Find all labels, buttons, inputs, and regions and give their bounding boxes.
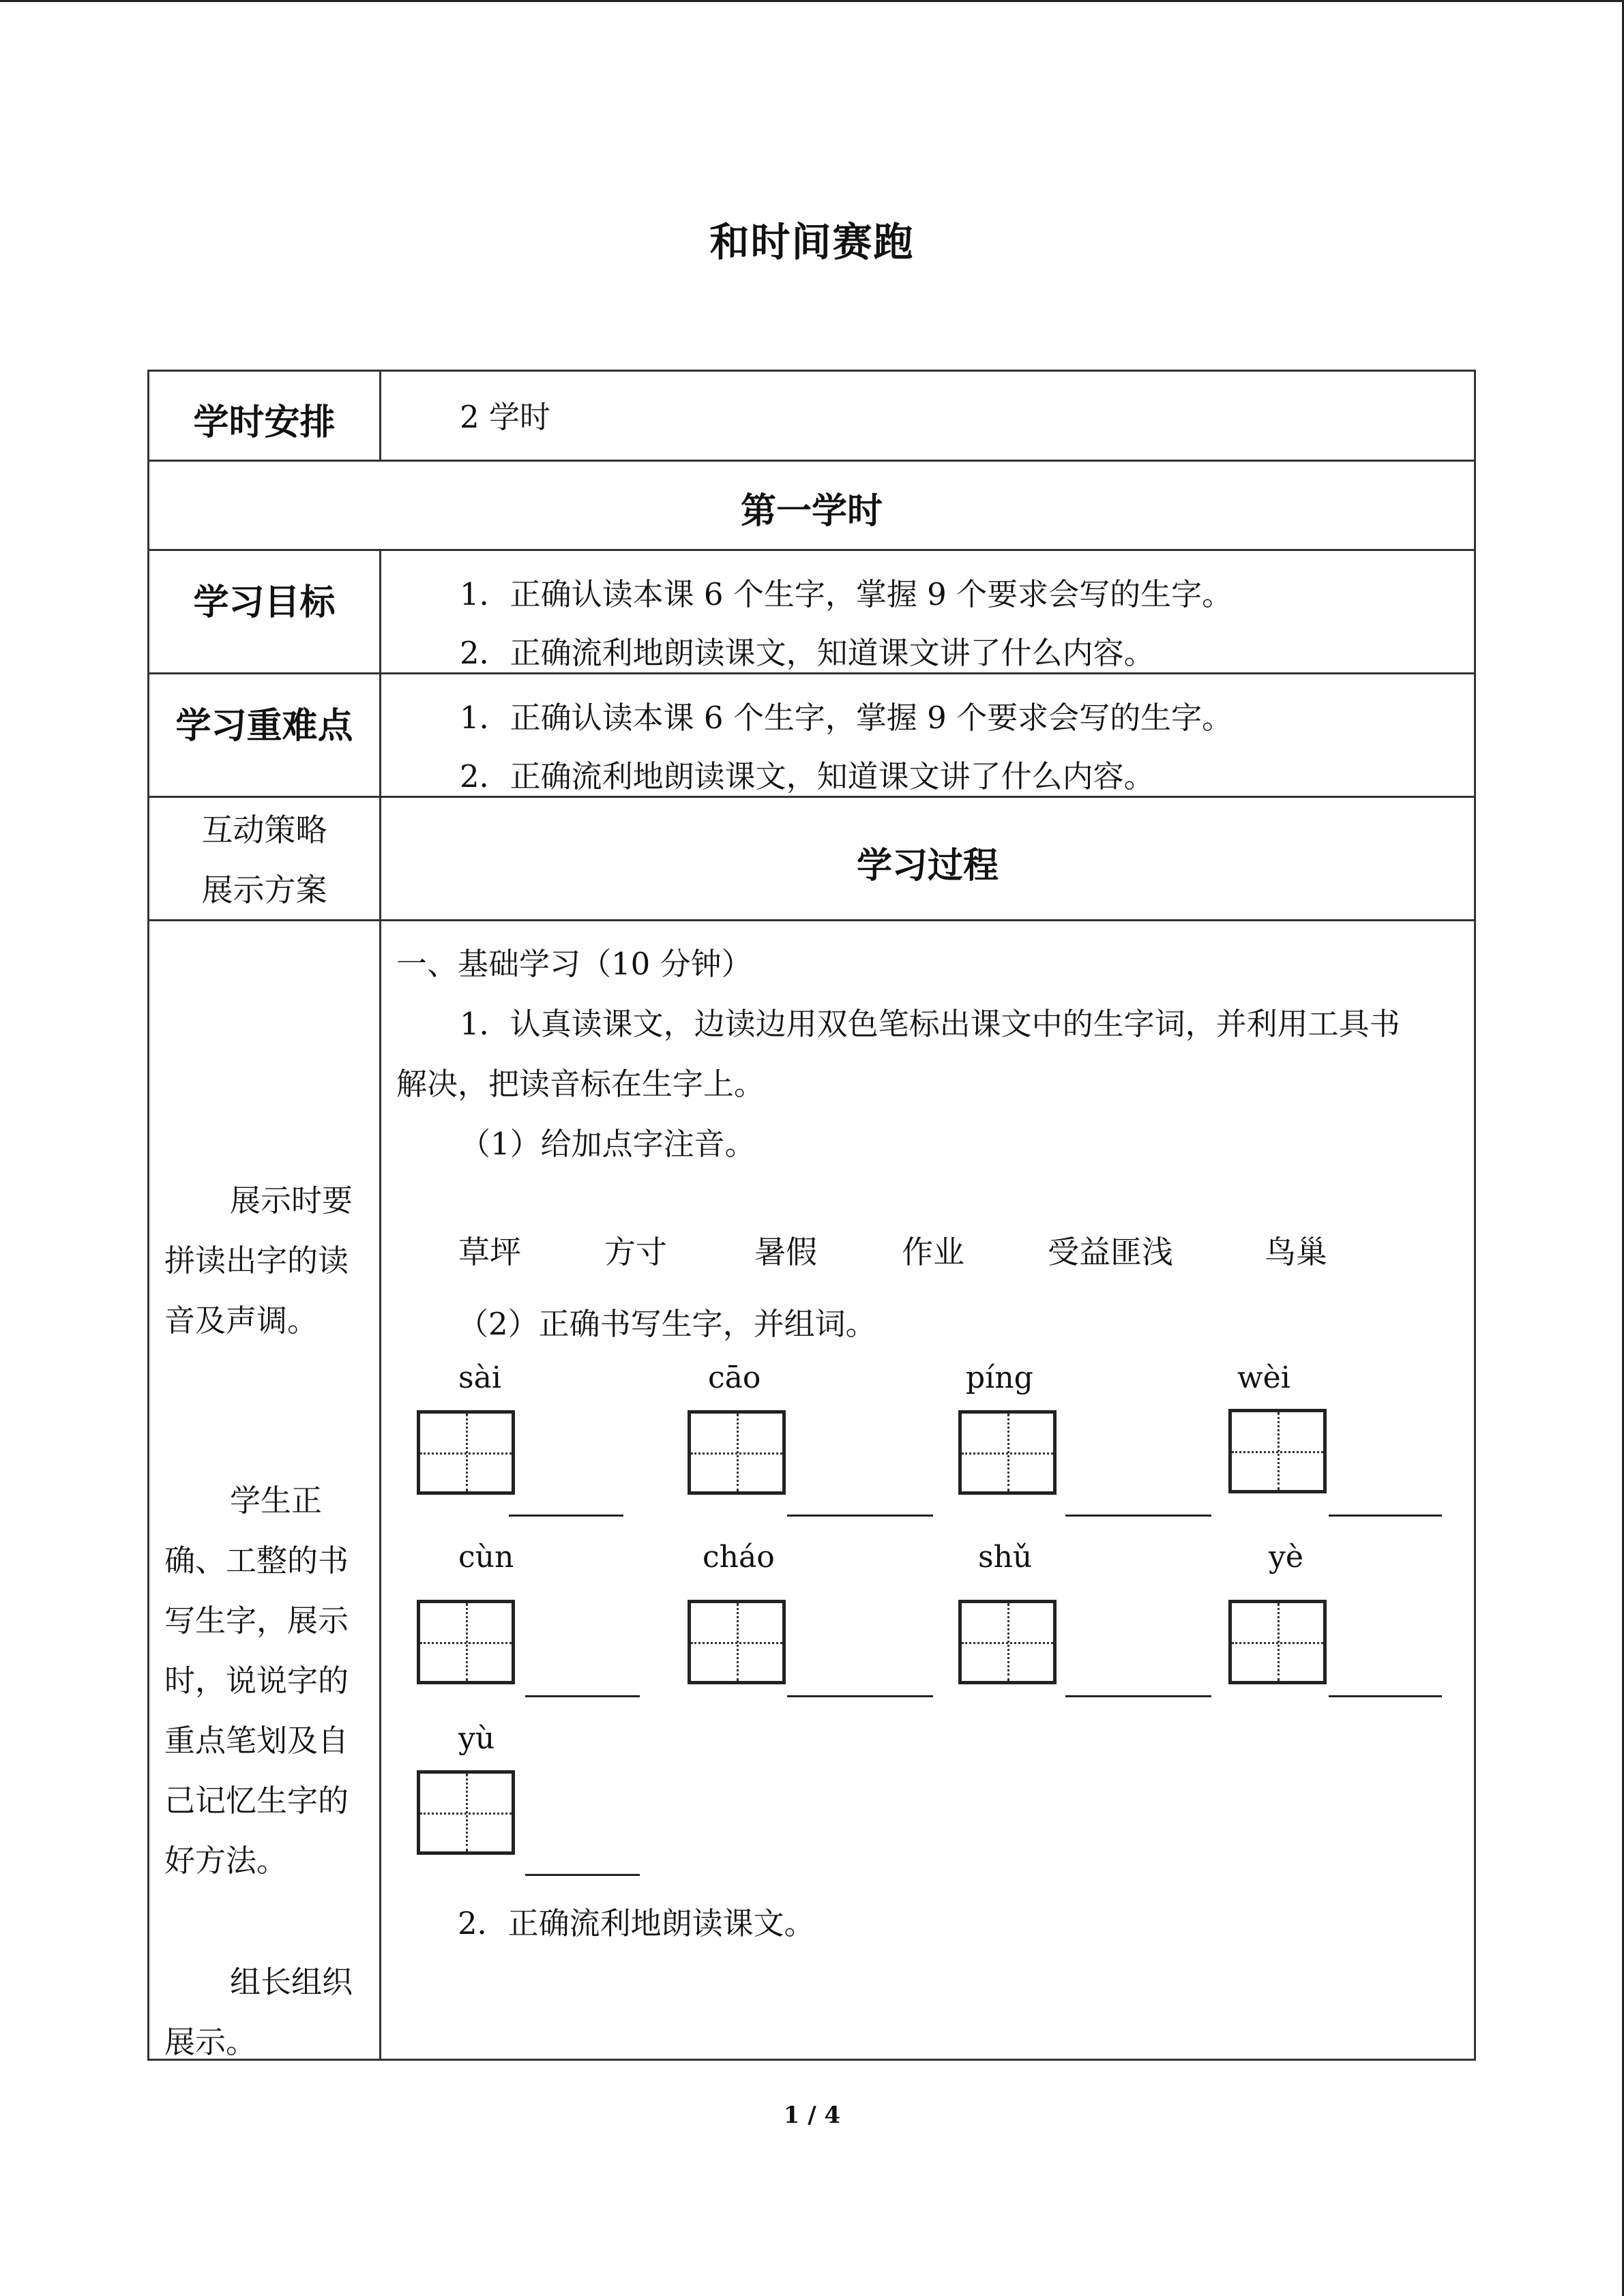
key-point-item: 1．正确认读本课 6 个生字，掌握 9 个要求会写的生字。 [460,700,1233,736]
pinyin-label: sài [458,1360,501,1395]
side-note-line: 拼读出字的读 [164,1242,349,1279]
key-points-label: 学习重难点 [175,706,353,747]
strategy-label [149,800,379,920]
writing-grid-box[interactable] [688,1410,786,1495]
pinyin-label: cùn [458,1540,514,1575]
side-note-line: 学生正 [230,1482,323,1519]
page-number: 1 / 4 [783,2102,841,2129]
side-note-line: 好方法。 [164,1843,288,1879]
side-note-line: 重点笔划及自 [164,1723,349,1759]
row-divider [149,672,1474,674]
answer-line[interactable] [1329,1515,1442,1517]
answer-line[interactable] [525,1874,640,1876]
writing-grid-box[interactable] [1228,1600,1327,1684]
pinyin-label: shǔ [978,1540,1033,1575]
side-note-line: 确、工整的书 [164,1542,349,1579]
row-divider [149,460,1474,462]
writing-grid-box[interactable] [1228,1409,1327,1493]
col-divider [379,372,381,460]
answer-line[interactable] [1329,1695,1442,1697]
writing-grid-box[interactable] [417,1410,515,1495]
answer-line[interactable] [509,1515,623,1517]
word-item: 方寸 [604,1234,667,1270]
side-note-line: 己记忆生字的 [164,1783,349,1819]
schedule-label: 学时安排 [193,402,336,443]
process-title: 学习过程 [856,846,999,886]
side-note-organize [164,1952,369,2072]
side-note-line: 写生字，展示 [164,1602,349,1639]
schedule-value: 2 学时 [460,399,550,435]
page-border-top [0,0,1624,2]
word-item: 鸟巢 [1265,1234,1327,1270]
side-note-line: 组长组织 [230,1964,353,2000]
pinyin-label: wèi [1237,1360,1290,1395]
word-item: 作业 [902,1234,964,1270]
side-note-line: 时，说说字的 [164,1663,349,1699]
writing-grid-box[interactable] [417,1770,515,1855]
answer-line[interactable] [787,1515,933,1517]
word-item: 草坪 [458,1234,521,1270]
answer-line[interactable] [787,1695,933,1697]
answer-line[interactable] [525,1695,640,1697]
side-note-line: 展示时要 [230,1182,353,1219]
col-divider [379,549,381,2059]
pinyin-label: cāo [708,1360,761,1395]
section-heading: 第一学时 [740,491,883,532]
pinyin-label: yè [1269,1540,1303,1575]
side-note-line: 展示。 [164,2024,257,2060]
step2-text: 2．正确流利地朗读课文。 [458,1905,815,1941]
writing-grid-box[interactable] [958,1600,1057,1684]
writing-grid-box[interactable] [688,1600,786,1684]
side-note-writing [164,1471,369,1891]
strategy-label-line: 展示方案 [201,871,327,908]
goal-item: 1．正确认读本课 6 个生字，掌握 9 个要求会写的生字。 [460,576,1233,612]
word-item: 受益匪浅 [1048,1234,1173,1270]
row-divider [149,796,1474,798]
pinyin-label: yù [458,1721,495,1756]
goal-item: 2．正确流利地朗读课文，知道课文讲了什么内容。 [460,635,1155,671]
pinyin-label: píng [966,1360,1033,1395]
step1-text: 解决，把读音标在生字上。 [396,1066,765,1102]
basic-learning-heading: 一、基础学习（10 分钟） [396,946,752,982]
side-note-pinyin [164,1171,369,1351]
row-divider [149,549,1474,551]
goals-label: 学习目标 [193,582,336,623]
step1-text: 1．认真读课文，边读边用双色笔标出课文中的生字词，并利用工具书 [460,1006,1400,1042]
pinyin-label: cháo [703,1540,775,1575]
lesson-table [147,370,1476,2061]
writing-grid-box[interactable] [417,1600,515,1684]
strategy-label-line: 互动策略 [201,811,327,848]
word-item: 暑假 [754,1234,817,1270]
side-note-line: 音及声调。 [164,1302,319,1339]
answer-line[interactable] [1065,1515,1211,1517]
key-point-item: 2．正确流利地朗读课文，知道课文讲了什么内容。 [460,758,1155,794]
answer-line[interactable] [1065,1695,1211,1697]
sub-step-2: （2）正确书写生字，并组词。 [458,1306,876,1342]
writing-grid-box[interactable] [958,1410,1057,1495]
sub-step-1: （1）给加点字注音。 [460,1126,756,1162]
page-title: 和时间赛跑 [709,219,915,265]
